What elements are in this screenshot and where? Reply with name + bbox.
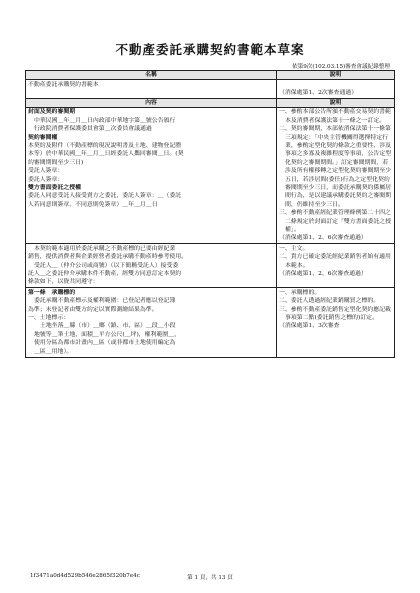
review-record-note: 依第9次(102.03.15)審查會議紀錄整理	[292, 64, 390, 70]
cover-section-content	[26, 107, 277, 244]
content-line: 本契約範本適用於委託承購之不動產標的已要由經紀業	[34, 245, 176, 252]
content-line: 銷售，提供消費者與企業經營者委託承購不動產時參考使用。	[28, 254, 188, 261]
authorization-heading: 雙方書面委託之授權	[28, 183, 82, 191]
content-line: 行政院消費者保護委員會第＿次委員會議通過	[34, 126, 152, 133]
content-line: 使用分區為都市計畫內＿區（或非都市土地使用編定為	[34, 340, 176, 347]
content-line: 本契約及附件（不動產標的現況說明書及土地、建物登記謄	[28, 142, 182, 149]
article-1-row	[26, 288, 395, 357]
content-line: 委託承購不動產標示及權利範圍：已登記者應以登記簿	[34, 298, 176, 305]
review-right-heading: 契約審閱權	[28, 133, 58, 141]
content-line: 人若同意則簽章，不同意則免簽章）＿年＿月＿日	[28, 201, 158, 208]
name-header-row	[26, 71, 395, 80]
content-line: 中華民國＿年＿月＿日內政部中華地字第＿號公告頒行	[34, 117, 176, 124]
preamble-content	[26, 244, 277, 288]
content-line: 託人＿之委託仲介承購本件不動產，經雙方同意訂定本契約	[28, 271, 182, 278]
document-id: 1f3471a0d4d529b546e2865f320b7e4c	[30, 573, 140, 579]
content-line: 受託人＿（仲介公司或商號）（以下簡稱受託人）接受委	[34, 262, 179, 269]
note-item: 三、參酌不動產經紀業管理條例第二十四之二條規定於封面訂定「雙方書面委託之授權」。	[279, 210, 392, 233]
content-line: 委託人簽章：	[28, 176, 64, 183]
note-item: 一、主文。	[279, 245, 309, 252]
note-item: 二、契約審閱期，本部依消保法第十一條第三項規定：「中央主管機關得選擇特定行業，參酌定型化契約條款之重要性、涉及事項之多寡及複雜程度等事項，公告定型化契約之審閱期間。」訂定審閱期間，若涉及所有權移轉之定型化契約審閱期至少五日，若涉居間(委任)行為之定型化契約審閱期至少三日，而委託承購契約係屬居間行為，是以建議承購委託契約之審閱期間，仍維持至少三日。	[279, 126, 392, 208]
content-header-row	[26, 98, 395, 107]
review-note: （消保處第1、3次審查	[279, 323, 340, 330]
contract-name: 不動產委託承購契約書範本	[28, 81, 99, 88]
content-line: 委託人同意受託人接受賣方之委託，委託人簽章：＿（委託	[28, 193, 182, 200]
cover-section-notes	[277, 107, 395, 244]
cover-section-row	[26, 107, 395, 244]
note-item: 二、貴方已確定委託經紀業銷售者始有適用本範本。	[279, 254, 391, 269]
note-item: 三、參酌不動產委託銷售定型化契約應記載事項第二點(委託銷售之標的)訂定。	[279, 306, 391, 322]
review-note: （消保處第1、2、6次審查通過）	[279, 271, 367, 278]
content-line: 受託人簽章：	[28, 168, 64, 175]
preamble-notes	[277, 244, 395, 288]
name-column-header: 名稱	[26, 71, 277, 80]
content-line: 一、土地標示：	[28, 315, 70, 322]
contract-table	[25, 70, 395, 358]
page-title: 不動產委託承購契約書範本草案	[115, 42, 305, 57]
review-note: （消保處第1、2、6次審查通過）	[279, 235, 367, 242]
contract-name-cell	[26, 80, 277, 99]
page-number: 第 1 頁，共 13 頁	[187, 575, 233, 581]
article-1-content	[26, 288, 277, 357]
explanation-column-header: 說明	[277, 71, 395, 80]
content-line: 條款如下，以資共同遵守：	[28, 279, 99, 286]
name-row	[26, 80, 395, 99]
content-line: 為準；未登記者由雙方約定以實際測繪結果為準。	[28, 306, 158, 313]
content-line: 土地坐落＿縣（市）＿鄉（鎮、市、區）＿段＿小段	[40, 323, 176, 330]
article-1-notes	[277, 288, 395, 357]
content-line: ＿區＿用地）。	[34, 348, 73, 355]
preamble-row	[26, 244, 395, 288]
note-item: 一、參酌本部公告所頒不動產交易契約書範本及消費者保護法第十一條之一訂定。	[279, 109, 391, 124]
article-1-heading: 第一條 承購標的	[28, 288, 76, 296]
content-line: 約審閱期間至少三日)	[28, 159, 84, 166]
content-explanation-column-header: 說明	[277, 98, 395, 107]
note-item: 二、委託人透過經紀業銷購買之標的。	[279, 298, 380, 305]
content-line: 地號等＿筆土地，面積＿平方公尺(＿坪)，權利範圍＿，	[34, 331, 180, 338]
content-line: 本等）於中華民國＿年＿月＿日經委託人攜回審閱＿日。(契	[28, 151, 184, 158]
note-item: 一、承購標的。	[279, 289, 321, 296]
contract-name-note: （消保處第1、2次審查通過）	[279, 89, 358, 96]
content-column-header: 內容	[26, 98, 277, 107]
contract-name-note-cell	[277, 80, 395, 99]
cover-heading: 封面及契約審閱期	[28, 108, 76, 116]
